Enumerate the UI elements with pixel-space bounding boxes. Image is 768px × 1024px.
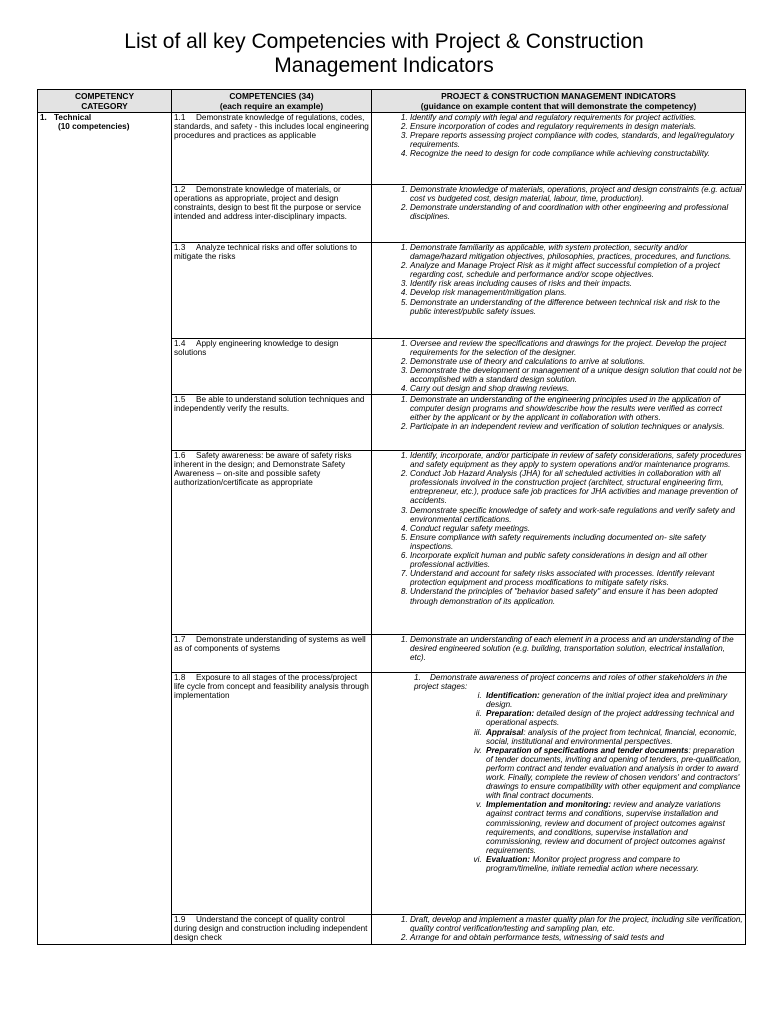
indicator-item: 1. Demonstrate familiarity as applicable, with system protection, security and/or damage/hazard mitigation objectives, philosophies, practices, procedures, and functions. (410, 243, 743, 261)
category-number: 1. (40, 113, 47, 122)
page-title (0, 30, 768, 78)
category-count: (10 competencies) (58, 122, 130, 132)
indicator-cell (372, 451, 746, 635)
stage-label: Identification: (486, 691, 540, 701)
stage-item (484, 800, 743, 855)
stage-item (484, 746, 743, 801)
indicator-cell (372, 243, 746, 339)
indicator-item: 6. Incorporate explicit human and public safety considerations in design and all other professional activities. (410, 551, 743, 569)
competency-cell (172, 451, 372, 635)
stage-text: : analysis of the project from technical, financial, economic, social, institutional and environmental perspectives. (486, 727, 737, 746)
stage-label: Evaluation: (486, 854, 531, 864)
indicator-item: 2. Participate in an independent review and verification of solution techniques or analysis. (410, 422, 743, 431)
indicator-cell (372, 185, 746, 243)
indicator-item: 3. Identify risk areas including causes of risks and their impacts. (410, 279, 743, 288)
header-col3-line2: (guidance on example content that will demonstrate the competency) (420, 101, 697, 111)
competency-cell (172, 113, 372, 185)
indicator-item: 1. Identify and comply with legal and regulatory requirements for project activities. (410, 113, 743, 122)
competency-cell (172, 673, 372, 915)
indicator-item: 5. Ensure compliance with safety requirements including documented on- site safety inspections. (410, 533, 743, 551)
header-col1-line2: CATEGORY (81, 101, 128, 111)
competency-text: Be able to understand solution techniques and independently verify the results. (174, 395, 365, 414)
indicator-item: 3. Demonstrate the development or management of a unique design solution that could not be accomplished with a standard design solution. (410, 366, 743, 384)
stage-text: generation of the initial project idea and preliminary design. (486, 691, 728, 710)
header-indicators (372, 90, 746, 113)
indicator-cell (372, 635, 746, 673)
competency-text: Demonstrate knowledge of materials, or operations as appropriate, project and design constraints, design to best fit the purpose or service intended and address inter-disciplinary impacts. (174, 185, 362, 222)
competency-cell (172, 339, 372, 395)
category-cell (38, 113, 172, 945)
indicator-cell (372, 113, 746, 185)
stage-text: Monitor project progress and compare to program/timeline, initiate remedial action where necessary. (486, 854, 699, 873)
competency-text: Exposure to all stages of the process/project life cycle from concept and feasibility analysis through implementation (174, 673, 369, 701)
competency-table (37, 89, 746, 945)
stage-text: detailed design of the project addressing technical and operational aspects. (486, 709, 735, 728)
indicator-item: 4. Carry out design and shop drawing reviews. (410, 384, 743, 393)
indicator-list (374, 395, 743, 431)
indicator-list (374, 451, 743, 606)
stage-label: Appraisal (486, 727, 524, 737)
header-col1-line1: COMPETENCY (74, 91, 135, 101)
competency-text: Understand the concept of quality control during design and construction including independent design check (174, 915, 368, 943)
category-name: Technical (54, 113, 92, 122)
stage-label: Implementation and monitoring: (486, 800, 612, 810)
indicator-item: 2. Demonstrate understanding of and coordination with other engineering and professional disciplines. (410, 203, 743, 221)
indicator-item: 4. Conduct regular safety meetings. (410, 524, 743, 533)
indicator-list (374, 339, 743, 394)
indicator-item: 3. Demonstrate specific knowledge of safety and work-safe regulations and verify safety and environmental certifications. (410, 506, 743, 524)
header-col3-line1: PROJECT & CONSTRUCTION MANAGEMENT INDICATORS (441, 91, 676, 101)
stage-item (484, 855, 743, 873)
indicator-item: 2. Analyze and Manage Project Risk as it might affect successful completion of a project regarding cost, schedule and performance and/or scope objectives. (410, 261, 743, 279)
stage-text: review and analyze variations against contract terms and conditions, supervise installation and commissioning, review and document of project outcomes against requirements, and conditions, supervise installation and commissioning, review and document of project outcomes against requirements. (486, 800, 725, 855)
competency-number: 1.5 (174, 395, 186, 404)
competency-number: 1.9 (174, 915, 186, 924)
indicator-item: 2. Ensure incorporation of codes and regulatory requirements in design materials. (410, 122, 743, 131)
competency-text: Analyze technical risks and offer solutions to mitigate the risks (174, 243, 357, 262)
indicator-item: 1. Identify, incorporate, and/or participate in review of safety considerations, safety procedures and safety equipment as they apply to system operations and/or maintenance programs. (410, 451, 743, 469)
indicator-item: 1. Demonstrate knowledge of materials, operations, project and design constraints (e.g. actual cost vs budgeted cost, design material, labour, time, production). (410, 185, 743, 203)
page-title-line-2: Management Indicators (274, 54, 494, 77)
stage-label: Preparation of specifications and tender documents (486, 745, 689, 755)
competency-text: Demonstrate knowledge of regulations, codes, standards, and safety - this includes local engineering procedures and practices as applicable (174, 113, 369, 141)
stage-intro-text: Demonstrate awareness of project concerns and roles of other stakeholders in the project stages: (414, 673, 728, 692)
header-col2-line1: COMPETENCIES (34) (229, 91, 314, 101)
indicator-item: 1. Demonstrate an understanding of each element in a process and an understanding of the desired engineered solution (e.g. building, transportation solution, electrical installation, etc). (410, 635, 743, 662)
indicator-item: 7. Understand and account for safety risks associated with processes. Identify relevant protection equipment and process modifications to mitigate safety risks. (410, 569, 743, 587)
indicator-item: 5. Demonstrate an understanding of the difference between technical risk and risk to the public interest/public safety issues. (410, 298, 743, 316)
competency-number: 1.7 (174, 635, 186, 644)
competency-number: 1.3 (174, 243, 186, 252)
competency-text: Apply engineering knowledge to design solutions (174, 339, 339, 358)
header-competency-category (38, 90, 172, 113)
indicator-list (374, 635, 743, 662)
stage-intro (374, 673, 743, 691)
indicator-cell (372, 339, 746, 395)
competency-text: Safety awareness: be aware of safety risks inherent in the design; and Demonstrate Safety Awareness – on-site and possible safety authorization/certificate as appropriate (174, 451, 352, 488)
table-row (38, 113, 746, 185)
competency-number: 1.4 (174, 339, 186, 348)
stage-label: Preparation: (486, 709, 535, 719)
indicator-item: 3. Prepare reports assessing project compliance with codes, standards, and legal/regulatory requirements. (410, 131, 743, 149)
competency-cell (172, 915, 372, 945)
stage-text: : preparation of tender documents, inviting and opening of tenders, pre-qualification, perform contract and tender evaluation and analysis in order to award work. Finally, complete the review of chosen vendors' and contractors' drawings to ensure compatibility with other equipment and compliance with final contract documents. (486, 745, 742, 801)
stage-intro-number: 1. (414, 673, 421, 682)
indicator-cell (372, 915, 746, 945)
indicator-item: 2. Conduct Job Hazard Analysis (JHA) for all scheduled activities in collaboration with all professionals involved in the construction project (architect, structural engineering firm, entrepreneur, etc.), produce safe job practices for JHA activities and manage prevention of accidents. (410, 469, 743, 505)
competency-number: 1.6 (174, 451, 186, 460)
competency-cell (172, 395, 372, 451)
competency-cell (172, 635, 372, 673)
indicator-list (374, 113, 743, 158)
stage-item (484, 728, 743, 746)
indicator-item: 2. Demonstrate use of theory and calculations to arrive at solutions. (410, 357, 743, 366)
header-competencies (172, 90, 372, 113)
stage-list (374, 691, 743, 873)
competency-cell (172, 185, 372, 243)
indicator-cell (372, 673, 746, 915)
indicator-item: 4. Develop risk management/mitigation plans. (410, 288, 743, 297)
indicator-list (374, 185, 743, 221)
competency-number: 1.8 (174, 673, 186, 682)
competency-text: Demonstrate understanding of systems as well as of components of systems (174, 635, 366, 654)
competency-number: 1.2 (174, 185, 186, 194)
indicator-item: 4. Recognize the need to design for code compliance while achieving constructability. (410, 149, 743, 158)
header-col2-line2: (each require an example) (219, 101, 324, 111)
page-title-line-1: List of all key Competencies with Project & Construction (124, 30, 644, 53)
stage-item (484, 691, 743, 709)
indicator-item: 1. Draft, develop and implement a master quality plan for the project, including site verification, quality control verification/testing and sampling plan, etc. (410, 915, 743, 933)
table-header-row (38, 90, 746, 113)
competency-cell (172, 243, 372, 339)
indicator-item: 8. Understand the principles of "behavior based safety" and ensure it has been adopted through demonstration of its application. (410, 587, 743, 605)
indicator-cell (372, 395, 746, 451)
indicator-item: 2. Arrange for and obtain performance tests, witnessing of said tests and (410, 933, 743, 942)
stage-item (484, 709, 743, 727)
indicator-list (374, 243, 743, 316)
indicator-item: 1. Demonstrate an understanding of the engineering principles used in the application of computer design programs and show/describe how the results were verified as correct either by the applicant or by the applicant in collaboration with others. (410, 395, 743, 422)
indicator-list (374, 915, 743, 942)
competency-number: 1.1 (174, 113, 186, 122)
indicator-item: 1. Oversee and review the specifications and drawings for the project. Develop the project requirements for the selection of the designer. (410, 339, 743, 357)
